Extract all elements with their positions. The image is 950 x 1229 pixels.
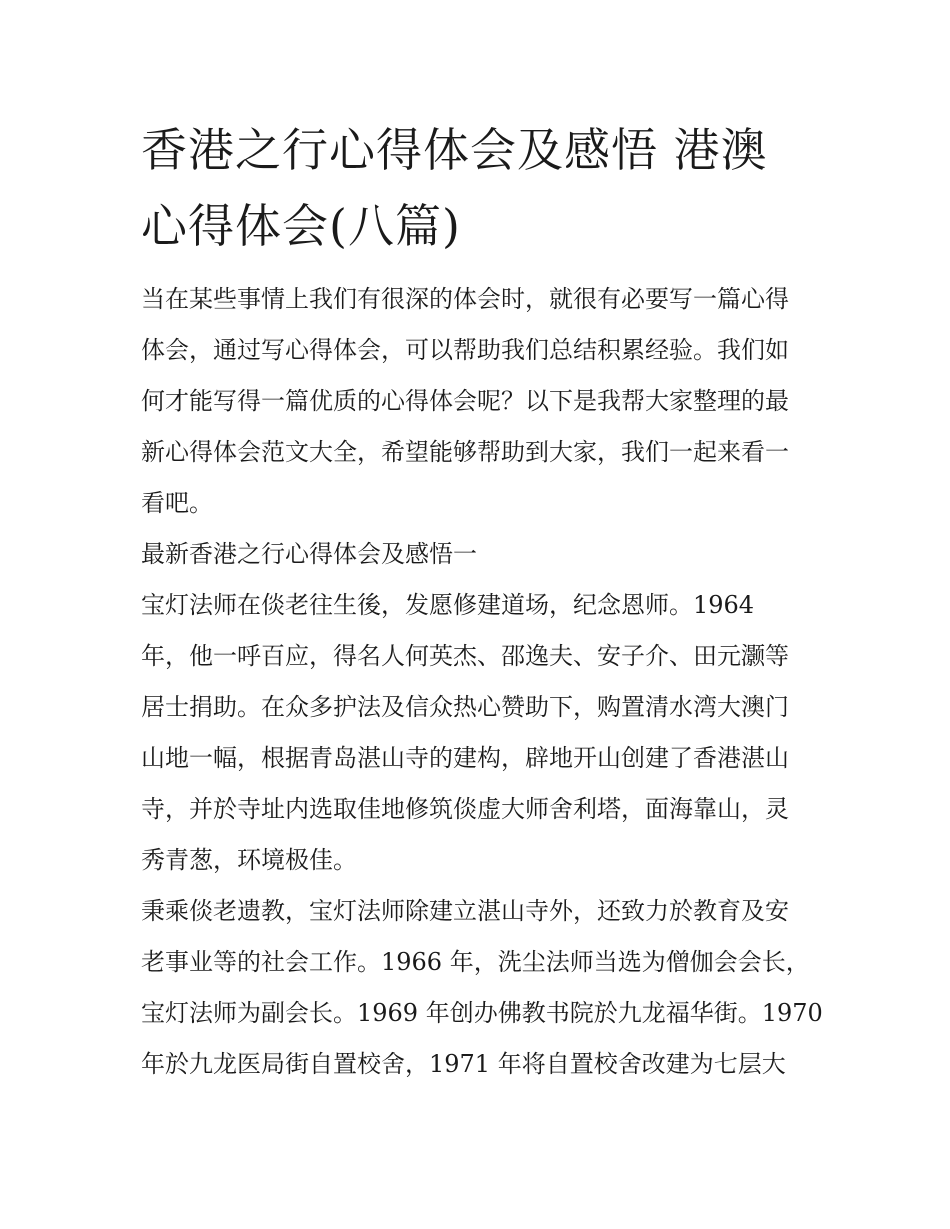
text-line: 寺，并於寺址内选取佳地修筑倓虚大师舍利塔，面海靠山，灵 xyxy=(141,795,789,823)
intro-paragraph xyxy=(141,274,817,529)
text-line: 年於九龙医局街自置校舍，1971 年将自置校舍改建为七层大 xyxy=(141,1050,786,1078)
body-paragraph-2 xyxy=(141,886,823,1090)
text-line: 秉乘倓老遗教，宝灯法师除建立湛山寺外，还致力於教育及安 xyxy=(141,897,789,925)
text-line: 秀青葱，环境极佳。 xyxy=(141,846,357,874)
text-line: 新心得体会范文大全，希望能够帮助到大家，我们一起来看一 xyxy=(141,438,789,466)
title-line: 心得体会(八篇) xyxy=(141,199,461,253)
text-line: 宝灯法师在倓老往生後，发愿修建道场，纪念恩师。1964 xyxy=(141,591,755,619)
body-paragraph-1 xyxy=(141,580,817,886)
document-title xyxy=(141,112,817,264)
text-line: 当在某些事情上我们有很深的体会时，就很有必要写一篇心得 xyxy=(141,285,789,313)
title-line: 香港之行心得体会及感悟 港澳 xyxy=(141,123,768,177)
text-line: 年，他一呼百应，得名人何英杰、邵逸夫、安子介、田元灏等 xyxy=(141,642,789,670)
text-line: 何才能写得一篇优质的心得体会呢？以下是我帮大家整理的最 xyxy=(141,387,789,415)
text-line: 体会，通过写心得体会，可以帮助我们总结积累经验。我们如 xyxy=(141,336,789,364)
text-line: 老事业等的社会工作。1966 年，洗尘法师当选为僧伽会会长， xyxy=(141,948,810,976)
text-line: 居士捐助。在众多护法及信众热心赞助下，购置清水湾大澳门 xyxy=(141,693,789,721)
text-line: 宝灯法师为副会长。1969 年创办佛教书院於九龙福华街。1970 xyxy=(141,999,823,1027)
text-line: 山地一幅，根据青岛湛山寺的建构，辟地开山创建了香港湛山 xyxy=(141,744,789,772)
document-content xyxy=(141,112,823,1090)
text-line: 看吧。 xyxy=(141,489,213,517)
text-line: 最新香港之行心得体会及感悟一 xyxy=(141,540,477,568)
document-body xyxy=(141,274,823,1090)
section-heading xyxy=(141,529,817,580)
